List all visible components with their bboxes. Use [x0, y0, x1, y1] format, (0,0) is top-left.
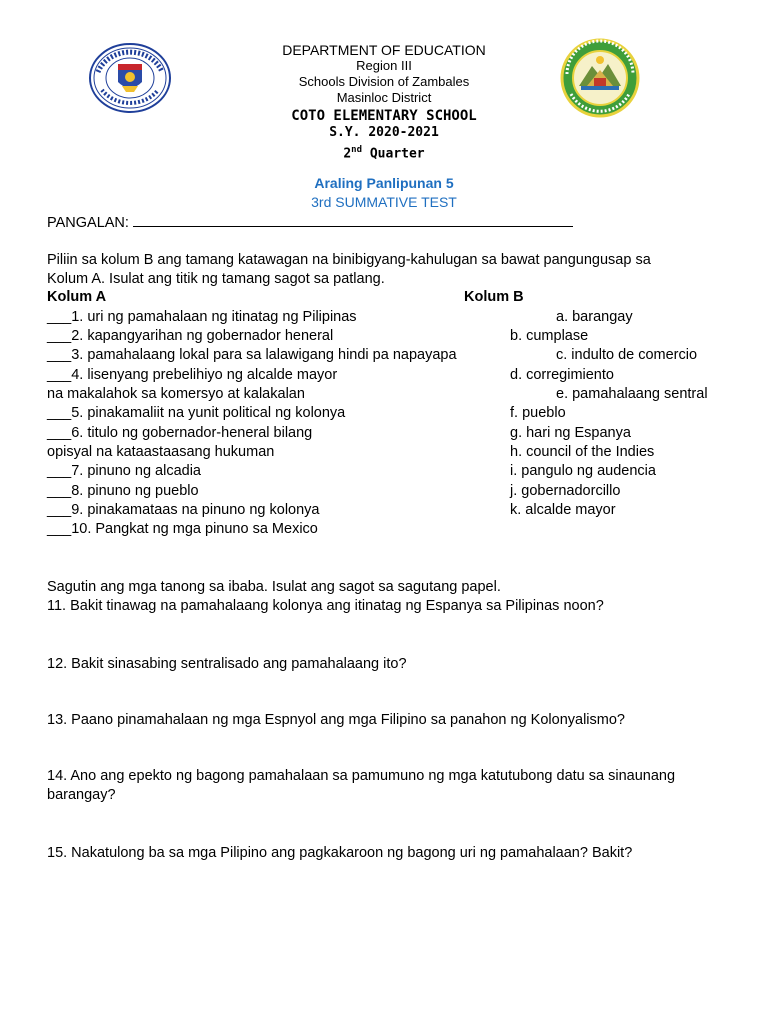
- column-a-item: ___1. uri ng pamahalaan ng itinatag ng Pilipinas: [47, 309, 357, 325]
- column-b-choice: f. pueblo: [510, 405, 566, 421]
- quarter-ordinal-suffix: nd: [351, 145, 363, 155]
- school-name: COTO ELEMENTARY SCHOOL: [291, 108, 477, 124]
- column-b-header: Kolum B: [464, 289, 524, 305]
- column-b-choice: h. council of the Indies: [510, 444, 655, 460]
- quarter-number: 2: [343, 146, 352, 162]
- column-a-item-continued: opisyal na kataastaasang hukuman: [47, 444, 275, 460]
- quarter-word: Quarter: [362, 146, 425, 162]
- essay-question: 12. Bakit sinasabing sentralisado ang pamahalaang ito?: [47, 656, 407, 672]
- deped-seal-logo: [88, 42, 172, 114]
- instruction-line: Piliin sa kolum B ang tamang katawagan na binibigyang-kahulugan sa bawat pangungusap sa: [47, 252, 651, 268]
- test-title: 3rd SUMMATIVE TEST: [311, 194, 457, 210]
- column-a-item: ___6. titulo ng gobernador-heneral bilang: [47, 425, 313, 441]
- column-a-item: ___3. pamahalaang lokal para sa lalawigang hindi pa napayapa: [47, 347, 457, 363]
- essay-question: 15. Nakatulong ba sa mga Pilipino ang pagkakaroon ng bagong uri ng pamahalaan? Bakit?: [47, 845, 633, 861]
- name-row: [47, 212, 737, 233]
- essay-question: 13. Paano pinamahalaan ng mga Espnyol ang mga Filipino sa panahon ng Kolonyalismo?: [47, 712, 625, 728]
- column-b-choice: c. indulto de comercio: [556, 347, 698, 363]
- instruction-line: Kolum A. Isulat ang titik ng tamang sagot sa patlang.: [47, 271, 385, 288]
- schools-division: Schools Division of Zambales: [298, 74, 470, 89]
- column-a-item: ___10. Pangkat ng mga pinuno sa Mexico: [47, 521, 318, 537]
- column-a-header: Kolum A: [47, 289, 107, 305]
- column-a-item: ___8. pinuno ng pueblo: [47, 483, 199, 499]
- column-a-item: ___5. pinakamaliit na yunit political ng kolonya: [47, 405, 346, 421]
- essay-question: 14. Ano ang epekto ng bagong pamahalaan sa pamumuno ng mga katutubong datu sa sinaunang: [47, 768, 676, 784]
- column-a-item: ___2. kapangyarihan ng gobernador heneral: [47, 328, 334, 344]
- department-name: DEPARTMENT OF EDUCATION: [282, 42, 486, 58]
- essay-question-continued: barangay?: [47, 787, 116, 803]
- column-b-choice: g. hari ng Espanya: [510, 425, 631, 441]
- column-b-choice: e. pamahalaang sentral: [556, 386, 708, 402]
- column-b-choice: k. alcalde mayor: [510, 502, 616, 518]
- column-b-choice: a. barangay: [556, 309, 633, 325]
- region: Region III: [356, 58, 412, 73]
- essay-instructions: Sagutin ang mga tanong sa ibaba. Isulat ang sagot sa sagutang papel.: [47, 579, 501, 595]
- column-a-item: ___9. pinakamataas na pinuno ng kolonya: [47, 502, 320, 518]
- essay-question: 11. Bakit tinawag na pamahalaang kolonya ang itinatag ng Espanya sa Pilipinas noon?: [47, 598, 604, 614]
- school-year: S.Y. 2020-2021: [329, 125, 439, 140]
- column-a-item: ___7. pinuno ng alcadia: [47, 463, 201, 479]
- name-blank-line: [133, 212, 573, 227]
- quarter: [200, 141, 568, 163]
- school-seal-logo: [557, 38, 643, 118]
- matching-instructions: [47, 251, 727, 290]
- column-b-choice: j. gobernadorcillo: [510, 483, 621, 499]
- letterhead: [200, 42, 568, 163]
- column-a-item: ___4. lisenyang prebelihiyo ng alcalde mayor: [47, 367, 338, 383]
- name-label: PANGALAN:: [47, 215, 129, 231]
- subject-title: Araling Panlipunan 5: [314, 175, 454, 191]
- column-a-item-continued: na makalahok sa komersyo at kalakalan: [47, 386, 305, 402]
- column-b-choice: b. cumplase: [510, 328, 589, 344]
- district: Masinloc District: [336, 90, 432, 105]
- column-b-choice: i. pangulo ng audencia: [510, 463, 656, 479]
- column-b-choice: d. corregimiento: [510, 367, 614, 383]
